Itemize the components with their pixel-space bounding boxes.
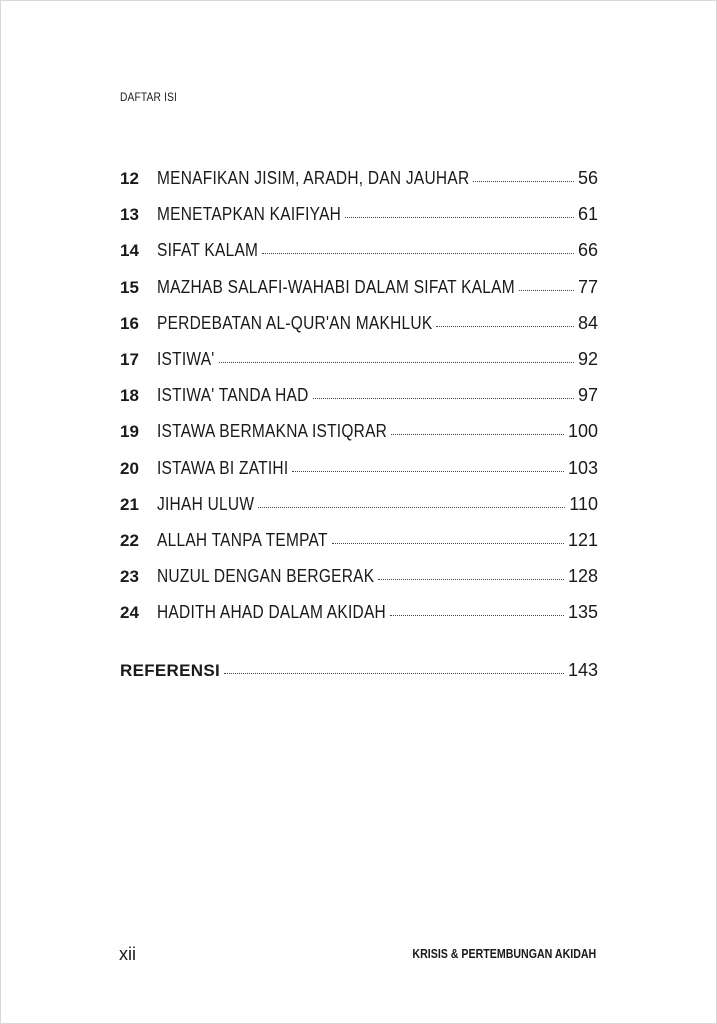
book-title: KRISIS & PERTEMBUNGAN AKIDAH [412,947,596,961]
toc-entry-title: ALLAH TANPA TEMPAT [157,529,328,550]
toc-entry-title: MAZHAB SALAFI-WAHABI DALAM SIFAT KALAM [157,276,515,297]
toc-entry [120,168,598,204]
toc-entry-title: ISTIWA' [157,348,215,369]
toc-entry-number: 15 [120,277,139,297]
toc-entry [120,313,598,349]
toc-entry-number: 22 [120,530,139,550]
toc-entry [120,458,598,494]
table-of-contents [120,168,598,638]
page-number: xii [119,944,136,964]
dot-leader [332,542,564,544]
toc-entry-number: 16 [120,313,139,333]
toc-entry-title: MENETAPKAN KAIFIYAH [157,204,342,225]
toc-entry-number: 18 [120,386,139,406]
toc-entry-number: 13 [120,205,139,225]
dot-leader [519,289,574,291]
toc-entry-title: ISTIWA' TANDA HAD [157,385,309,406]
toc-entry-title: SIFAT KALAM [157,240,259,261]
dot-leader [292,470,564,472]
toc-entry [120,349,598,385]
toc-entry-number: 21 [120,494,139,514]
toc-entry-page: 135 [567,602,598,623]
dot-leader [313,397,574,399]
references-page: 143 [567,660,598,680]
toc-entry-number: 23 [120,567,139,587]
toc-entry [120,494,598,530]
toc-entry [120,277,598,313]
toc-entry-page: 92 [577,348,598,369]
toc-entry-number: 19 [120,422,139,442]
toc-entry-page: 77 [577,276,598,297]
dot-leader [219,361,574,363]
toc-entry [120,385,598,421]
dot-leader [262,252,574,254]
toc-entry-page: 110 [569,493,598,514]
toc-entry-number: 12 [120,169,139,188]
toc-entry-number: 20 [120,458,139,478]
dot-leader [224,672,564,674]
toc-entry-title: ISTAWA BERMAKNA ISTIQRAR [157,421,388,442]
references-title: REFERENSI [120,661,220,680]
toc-entry [120,421,598,457]
toc-entry-page: 128 [567,566,598,587]
toc-entry-page: 61 [577,204,598,225]
toc-entry-title: ISTAWA BI ZATIHI [157,457,289,478]
toc-entry-title: HADITH AHAD DALAM AKIDAH [157,602,386,623]
toc-entry-page: 100 [567,421,598,442]
toc-entry-number: 14 [120,241,139,261]
dot-leader [473,180,574,182]
dot-leader [345,216,574,218]
toc-entry [120,240,598,276]
dot-leader [378,578,564,580]
toc-entry [120,602,598,638]
toc-entry [120,204,598,240]
toc-entry-page: 97 [577,385,598,406]
toc-entry-number: 24 [120,603,139,623]
toc-entry-page: 121 [567,529,598,550]
toc-entry [120,530,598,566]
toc-entry-title: MENAFIKAN JISIM, ARADH, DAN JAUHAR [157,168,470,188]
toc-entry-page: 103 [567,457,598,478]
dot-leader [390,614,564,616]
toc-entry-page: 56 [577,168,598,188]
running-header: DAFTAR ISI [120,90,178,104]
toc-entry [120,566,598,602]
toc-references-entry [120,660,598,681]
toc-entry-page: 66 [577,240,598,261]
toc-entry-number: 17 [120,349,139,369]
dot-leader [436,325,574,327]
toc-entry-page: 84 [577,312,598,333]
dot-leader [391,433,564,435]
toc-entry-title: NUZUL DENGAN BERGERAK [157,566,375,587]
toc-entry-title: JIHAH ULUW [157,493,255,514]
dot-leader [258,506,565,508]
toc-entry-title: PERDEBATAN AL-QUR'AN MAKHLUK [157,312,433,333]
